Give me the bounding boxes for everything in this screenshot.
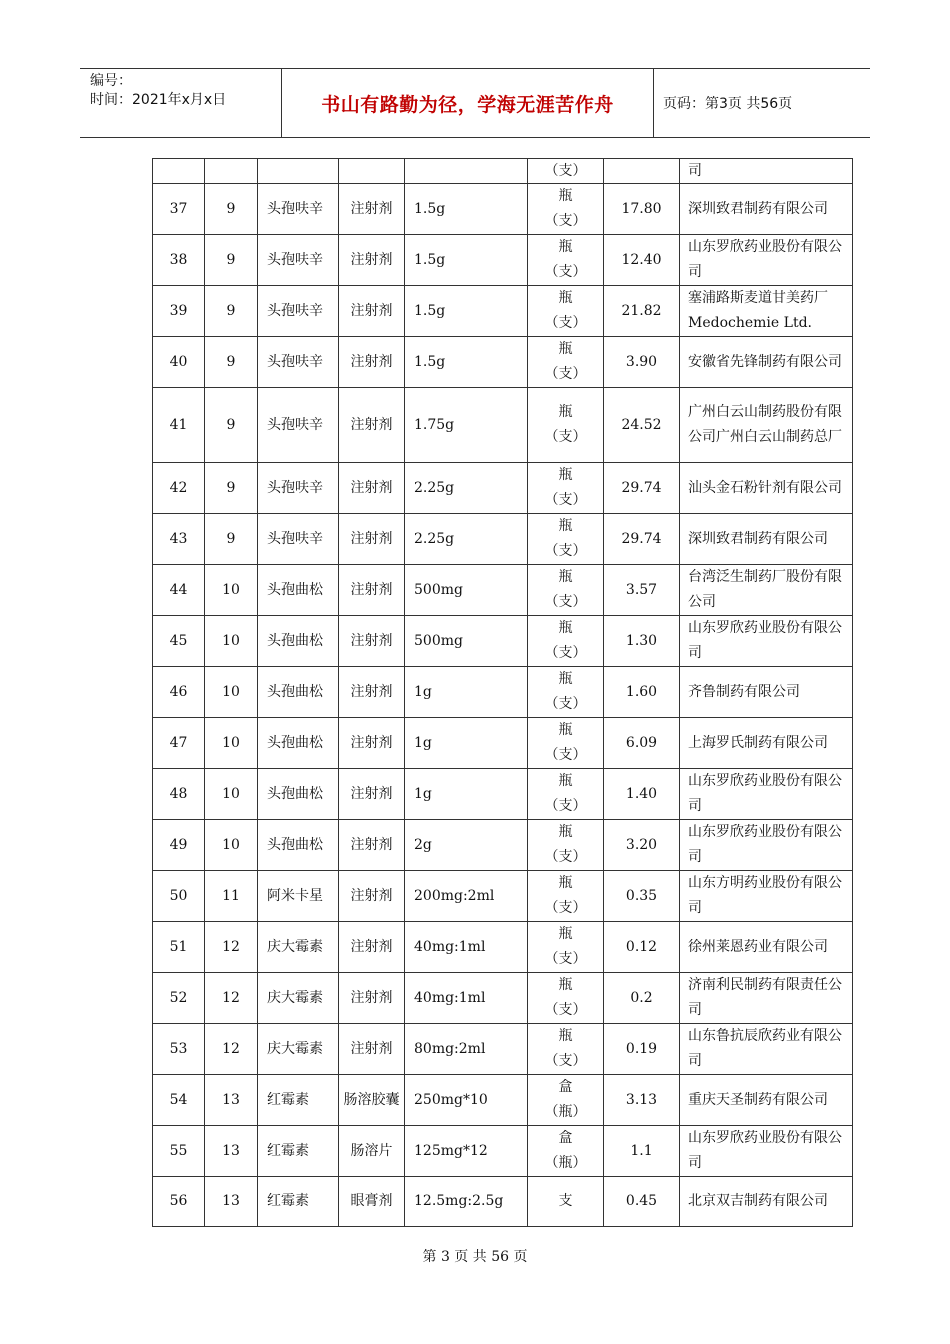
cell-spec: 1g bbox=[405, 667, 528, 718]
cell-unit: 瓶 （支） bbox=[528, 769, 604, 820]
cell-spec: 1.75g bbox=[405, 388, 528, 463]
cell-price: 24.52 bbox=[604, 388, 680, 463]
cell-group: 9 bbox=[205, 184, 258, 235]
cell-group: 9 bbox=[205, 463, 258, 514]
drug-price-table bbox=[152, 158, 853, 1227]
cell-spec: 40mg:1ml bbox=[405, 973, 528, 1024]
table-row bbox=[153, 820, 853, 871]
cell-price: 0.35 bbox=[604, 871, 680, 922]
cell-company: 山东罗欣药业股份有限公司 bbox=[680, 820, 853, 871]
page-header bbox=[80, 68, 870, 138]
table-row bbox=[153, 922, 853, 973]
cell-no: 44 bbox=[153, 565, 205, 616]
page-footer: 第 3 页 共 56 页 bbox=[422, 1249, 528, 1265]
cell-form: 注射剂 bbox=[339, 667, 405, 718]
cell-company: 重庆天圣制药有限公司 bbox=[680, 1075, 853, 1126]
cell-spec: 12.5mg:2.5g bbox=[405, 1177, 528, 1227]
cell-unit: 瓶 （支） bbox=[528, 922, 604, 973]
cell-price: 17.80 bbox=[604, 184, 680, 235]
cell-name: 头孢呋辛 bbox=[258, 514, 339, 565]
cell-company: 山东鲁抗辰欣药业有限公司 bbox=[680, 1024, 853, 1075]
cell-name: 头孢呋辛 bbox=[258, 463, 339, 514]
cell-name: 庆大霉素 bbox=[258, 922, 339, 973]
cell-price: 1.40 bbox=[604, 769, 680, 820]
cell-price: 1.30 bbox=[604, 616, 680, 667]
cell-form: 注射剂 bbox=[339, 922, 405, 973]
table-row bbox=[153, 769, 853, 820]
cell-spec: 2.25g bbox=[405, 514, 528, 565]
cell-unit: 瓶 （支） bbox=[528, 1024, 604, 1075]
cell-spec: 80mg:2ml bbox=[405, 1024, 528, 1075]
cell-name: 头孢呋辛 bbox=[258, 337, 339, 388]
cell-name: 头孢曲松 bbox=[258, 667, 339, 718]
table-row bbox=[153, 1024, 853, 1075]
table-row bbox=[153, 1075, 853, 1126]
cell-form: 注射剂 bbox=[339, 718, 405, 769]
cell-no: 46 bbox=[153, 667, 205, 718]
cell-group: 11 bbox=[205, 871, 258, 922]
table-row bbox=[153, 616, 853, 667]
cell-name: 庆大霉素 bbox=[258, 973, 339, 1024]
cell-spec: 1.5g bbox=[405, 184, 528, 235]
cell-group: 9 bbox=[205, 235, 258, 286]
cell-no: 54 bbox=[153, 1075, 205, 1126]
cell-company: 台湾泛生制药厂股份有限公司 bbox=[680, 565, 853, 616]
cell-form: 肠溶片 bbox=[339, 1126, 405, 1177]
cell-company: 广州白云山制药股份有限公司广州白云山制药总厂 bbox=[680, 388, 853, 463]
cell-price: 1.1 bbox=[604, 1126, 680, 1177]
cell-company: 山东罗欣药业股份有限公司 bbox=[680, 616, 853, 667]
cell-group: 10 bbox=[205, 820, 258, 871]
cell-price bbox=[604, 159, 680, 184]
date-label: 时间：2021年x月x日 bbox=[90, 92, 227, 108]
cell-no: 52 bbox=[153, 973, 205, 1024]
cell-name: 头孢呋辛 bbox=[258, 184, 339, 235]
header-motto: 书山有路勤为径，学海无涯苦作舟 bbox=[281, 69, 654, 137]
cell-unit: （支） bbox=[528, 159, 604, 184]
cell-name: 头孢曲松 bbox=[258, 769, 339, 820]
header-page-info: 页码：第3页 共56页 bbox=[663, 96, 793, 112]
cell-form: 肠溶胶囊 bbox=[339, 1075, 405, 1126]
cell-spec bbox=[405, 159, 528, 184]
cell-group: 12 bbox=[205, 973, 258, 1024]
cell-price: 29.74 bbox=[604, 463, 680, 514]
cell-no: 41 bbox=[153, 388, 205, 463]
table-row bbox=[153, 718, 853, 769]
cell-group: 10 bbox=[205, 616, 258, 667]
table-row bbox=[153, 1126, 853, 1177]
cell-spec: 40mg:1ml bbox=[405, 922, 528, 973]
cell-no: 56 bbox=[153, 1177, 205, 1227]
cell-price: 29.74 bbox=[604, 514, 680, 565]
cell-spec: 2g bbox=[405, 820, 528, 871]
cell-price: 21.82 bbox=[604, 286, 680, 337]
cell-price: 1.60 bbox=[604, 667, 680, 718]
cell-no: 39 bbox=[153, 286, 205, 337]
table-row bbox=[153, 159, 853, 184]
cell-no: 40 bbox=[153, 337, 205, 388]
cell-company: 汕头金石粉针剂有限公司 bbox=[680, 463, 853, 514]
cell-price: 0.19 bbox=[604, 1024, 680, 1075]
cell-group: 10 bbox=[205, 565, 258, 616]
table-row bbox=[153, 463, 853, 514]
cell-company: 深圳致君制药有限公司 bbox=[680, 514, 853, 565]
cell-price: 0.12 bbox=[604, 922, 680, 973]
table-row bbox=[153, 1177, 853, 1227]
cell-company: 上海罗氏制药有限公司 bbox=[680, 718, 853, 769]
cell-no: 50 bbox=[153, 871, 205, 922]
cell-unit: 瓶 （支） bbox=[528, 616, 604, 667]
cell-spec: 1g bbox=[405, 718, 528, 769]
table-row bbox=[153, 514, 853, 565]
cell-price: 0.2 bbox=[604, 973, 680, 1024]
cell-company: 山东罗欣药业股份有限公司 bbox=[680, 769, 853, 820]
cell-group: 10 bbox=[205, 769, 258, 820]
table-body bbox=[153, 159, 853, 1227]
cell-unit: 支 bbox=[528, 1177, 604, 1227]
header-meta bbox=[80, 69, 281, 137]
cell-group: 9 bbox=[205, 286, 258, 337]
cell-unit: 瓶 （支） bbox=[528, 820, 604, 871]
cell-group: 12 bbox=[205, 1024, 258, 1075]
cell-form bbox=[339, 159, 405, 184]
cell-spec: 1.5g bbox=[405, 235, 528, 286]
cell-form: 注射剂 bbox=[339, 565, 405, 616]
cell-unit: 瓶 （支） bbox=[528, 973, 604, 1024]
cell-name: 头孢呋辛 bbox=[258, 388, 339, 463]
cell-name: 头孢呋辛 bbox=[258, 235, 339, 286]
cell-unit: 瓶 （支） bbox=[528, 463, 604, 514]
cell-form: 注射剂 bbox=[339, 235, 405, 286]
cell-price: 3.90 bbox=[604, 337, 680, 388]
table-row bbox=[153, 286, 853, 337]
cell-name: 庆大霉素 bbox=[258, 1024, 339, 1075]
cell-group: 13 bbox=[205, 1075, 258, 1126]
cell-no: 49 bbox=[153, 820, 205, 871]
cell-spec: 200mg:2ml bbox=[405, 871, 528, 922]
cell-unit: 盒 （瓶） bbox=[528, 1075, 604, 1126]
cell-no: 45 bbox=[153, 616, 205, 667]
cell-name: 头孢呋辛 bbox=[258, 286, 339, 337]
cell-company: 塞浦路斯麦道甘美药厂Medochemie Ltd. bbox=[680, 286, 853, 337]
cell-unit: 瓶 （支） bbox=[528, 514, 604, 565]
cell-no: 43 bbox=[153, 514, 205, 565]
cell-unit: 瓶 （支） bbox=[528, 286, 604, 337]
cell-form: 注射剂 bbox=[339, 769, 405, 820]
cell-name: 红霉素 bbox=[258, 1075, 339, 1126]
cell-unit: 瓶 （支） bbox=[528, 667, 604, 718]
table-row bbox=[153, 235, 853, 286]
cell-unit: 瓶 （支） bbox=[528, 718, 604, 769]
cell-spec: 125mg*12 bbox=[405, 1126, 528, 1177]
cell-no: 38 bbox=[153, 235, 205, 286]
cell-form: 注射剂 bbox=[339, 820, 405, 871]
cell-no: 42 bbox=[153, 463, 205, 514]
cell-no: 51 bbox=[153, 922, 205, 973]
cell-form: 注射剂 bbox=[339, 184, 405, 235]
table-row bbox=[153, 871, 853, 922]
cell-form: 注射剂 bbox=[339, 463, 405, 514]
cell-company: 安徽省先锋制药有限公司 bbox=[680, 337, 853, 388]
cell-form: 注射剂 bbox=[339, 514, 405, 565]
cell-no: 48 bbox=[153, 769, 205, 820]
cell-unit: 瓶 （支） bbox=[528, 337, 604, 388]
table-row bbox=[153, 565, 853, 616]
cell-form: 注射剂 bbox=[339, 337, 405, 388]
cell-name: 红霉素 bbox=[258, 1126, 339, 1177]
cell-form: 注射剂 bbox=[339, 871, 405, 922]
cell-company: 徐州莱恩药业有限公司 bbox=[680, 922, 853, 973]
table-row bbox=[153, 667, 853, 718]
cell-group: 13 bbox=[205, 1177, 258, 1227]
cell-no: 37 bbox=[153, 184, 205, 235]
cell-company: 山东方明药业股份有限公司 bbox=[680, 871, 853, 922]
table-row bbox=[153, 973, 853, 1024]
cell-group: 9 bbox=[205, 514, 258, 565]
table-row bbox=[153, 388, 853, 463]
cell-name: 头孢曲松 bbox=[258, 718, 339, 769]
cell-group: 9 bbox=[205, 388, 258, 463]
table-row bbox=[153, 184, 853, 235]
table-row bbox=[153, 337, 853, 388]
cell-company: 山东罗欣药业股份有限公司 bbox=[680, 1126, 853, 1177]
cell-form: 注射剂 bbox=[339, 973, 405, 1024]
cell-name bbox=[258, 159, 339, 184]
cell-company: 北京双吉制药有限公司 bbox=[680, 1177, 853, 1227]
cell-company: 齐鲁制药有限公司 bbox=[680, 667, 853, 718]
cell-unit: 瓶 （支） bbox=[528, 565, 604, 616]
cell-spec: 1.5g bbox=[405, 286, 528, 337]
cell-no: 47 bbox=[153, 718, 205, 769]
cell-group: 10 bbox=[205, 718, 258, 769]
cell-no: 55 bbox=[153, 1126, 205, 1177]
cell-unit: 盒 （瓶） bbox=[528, 1126, 604, 1177]
cell-price: 3.20 bbox=[604, 820, 680, 871]
cell-unit: 瓶 （支） bbox=[528, 871, 604, 922]
code-label: 编号： bbox=[90, 73, 132, 89]
cell-no bbox=[153, 159, 205, 184]
cell-name: 红霉素 bbox=[258, 1177, 339, 1227]
cell-unit: 瓶 （支） bbox=[528, 184, 604, 235]
cell-form: 眼膏剂 bbox=[339, 1177, 405, 1227]
cell-unit: 瓶 （支） bbox=[528, 388, 604, 463]
cell-name: 头孢曲松 bbox=[258, 565, 339, 616]
cell-price: 12.40 bbox=[604, 235, 680, 286]
cell-spec: 500mg bbox=[405, 565, 528, 616]
cell-company: 司 bbox=[680, 159, 853, 184]
cell-company: 济南利民制药有限责任公司 bbox=[680, 973, 853, 1024]
cell-name: 头孢曲松 bbox=[258, 616, 339, 667]
cell-group: 10 bbox=[205, 667, 258, 718]
cell-price: 0.45 bbox=[604, 1177, 680, 1227]
cell-form: 注射剂 bbox=[339, 388, 405, 463]
cell-form: 注射剂 bbox=[339, 616, 405, 667]
cell-spec: 2.25g bbox=[405, 463, 528, 514]
cell-company: 山东罗欣药业股份有限公司 bbox=[680, 235, 853, 286]
cell-price: 6.09 bbox=[604, 718, 680, 769]
cell-spec: 1g bbox=[405, 769, 528, 820]
cell-group: 13 bbox=[205, 1126, 258, 1177]
cell-price: 3.57 bbox=[604, 565, 680, 616]
cell-form: 注射剂 bbox=[339, 1024, 405, 1075]
cell-group: 9 bbox=[205, 337, 258, 388]
cell-no: 53 bbox=[153, 1024, 205, 1075]
cell-spec: 1.5g bbox=[405, 337, 528, 388]
cell-company: 深圳致君制药有限公司 bbox=[680, 184, 853, 235]
cell-unit: 瓶 （支） bbox=[528, 235, 604, 286]
cell-form: 注射剂 bbox=[339, 286, 405, 337]
cell-price: 3.13 bbox=[604, 1075, 680, 1126]
cell-name: 头孢曲松 bbox=[258, 820, 339, 871]
cell-spec: 250mg*10 bbox=[405, 1075, 528, 1126]
cell-group bbox=[205, 159, 258, 184]
cell-spec: 500mg bbox=[405, 616, 528, 667]
cell-name: 阿米卡星 bbox=[258, 871, 339, 922]
cell-group: 12 bbox=[205, 922, 258, 973]
